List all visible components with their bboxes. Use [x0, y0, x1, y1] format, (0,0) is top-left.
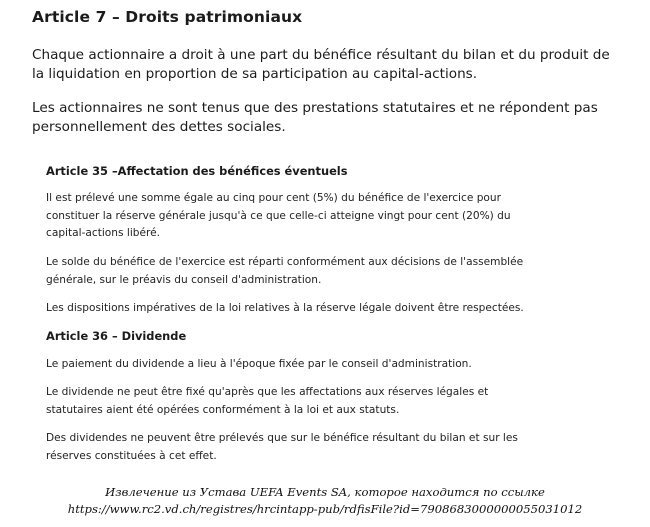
article-36-paragraph-2: Le dividende ne peut être fixé qu'après que les affectations aux réserves légales et statutaires aient été opérées conformément à la loi et aux statuts.: [46, 386, 489, 416]
article-36-paragraph-3: Des dividendes ne peuvent être prélevés que sur le bénéfice résultant du bilan et sur les réserves constituées à cet effet.: [46, 432, 518, 462]
article-7-paragraph-1: Chaque actionnaire a droit à une part du bénéfice résultant du bilan et du produit de la liquidation en proportion de sa participation au capital-actions.: [32, 47, 610, 82]
article-35-heading: Article 35 –Affectation des bénéfices éventuels: [46, 164, 348, 178]
article-35-paragraph-1: Il est prélevé une somme égale au cinq pour cent (5%) du bénéfice de l'exercice pour constituer la réserve générale jusqu'à ce que celle-ci atteigne vingt pour cent (20%) du capital-actions libéré.: [46, 192, 511, 239]
article-7-paragraph-2: Les actionnaires ne sont tenus que des prestations statutaires et ne répondent pas personnellement des dettes sociales.: [32, 100, 598, 135]
article-7-heading: Article 7 – Droits patrimoniaux: [32, 8, 303, 26]
article-36-heading: Article 36 – Dividende: [46, 329, 187, 343]
article-35-paragraph-2: Le solde du bénéfice de l'exercice est réparti conformément aux décisions de l'assemblée générale, sur le préavis du conseil d'administration.: [46, 256, 524, 286]
caption-line-1: Извлечение из Устава UEFA Events SA, которое находится по ссылке: [105, 485, 545, 499]
article-35-paragraph-3: Les dispositions impératives de la loi relatives à la réserve légale doivent être respectées.: [46, 302, 524, 314]
caption-source-url: https://www.rc2.vd.ch/registres/hrcintapp-pub/rdfisFile?id=7908683000000055031012: [67, 502, 583, 516]
article-36-paragraph-1: Le paiement du dividende a lieu à l'époque fixée par le conseil d'administration.: [46, 358, 472, 370]
